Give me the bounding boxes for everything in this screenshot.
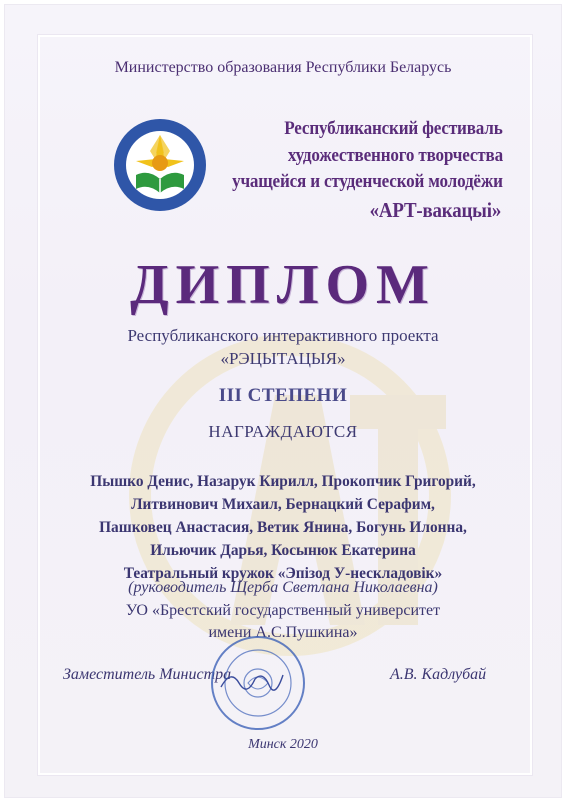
ministry-name: Министерство образования Республики Беларусь: [114, 59, 452, 76]
recipients-line: Ильючик Дарья, Косынюк Екатерина: [150, 542, 416, 559]
signatory-position: Заместитель Министра: [63, 666, 232, 683]
degree-label: III СТЕПЕНИ: [218, 385, 348, 406]
festival-line-3: учащейся и студенческой молодёжи: [232, 171, 503, 192]
diploma-title: ДИПЛОМ: [130, 254, 436, 316]
project-name: «РЭЦЫТАЦЫЯ»: [220, 349, 346, 368]
place-and-date: Минск 2020: [248, 737, 318, 752]
recipients-line: Литвинович Михаил, Бернацкий Серафим,: [131, 496, 435, 513]
festival-name: «АРТ-вакацыі»: [369, 198, 501, 222]
institution-line-1: УО «Брестский государственный университет: [125, 602, 441, 619]
awarded-label: НАГРАЖДАЮТСЯ: [208, 422, 358, 441]
leader-line: (руководитель Щерба Светлана Николаевна): [128, 579, 438, 596]
theatre-club: Театральный кружок «Эпізод У-нескладовік»: [123, 565, 443, 582]
diploma-sheet: [4, 4, 562, 798]
project-line-1: Республиканского интерактивного проекта: [127, 326, 439, 345]
recipients-line: Пашковец Анастасия, Ветик Янина, Богунь Илонна,: [99, 519, 467, 536]
institution-line-2: имени А.С.Пушкина»: [208, 624, 358, 641]
festival-line-2: художественного творчества: [287, 145, 503, 166]
ministry-emblem-logo: [112, 117, 208, 213]
handwritten-signature: [217, 665, 287, 695]
signatory-name: А.В. Кадлубай: [390, 666, 487, 683]
festival-line-1: Республиканский фестиваль: [284, 118, 503, 139]
recipients-line: Пышко Денис, Назарук Кирилл, Прокопчик Григорий,: [90, 473, 476, 490]
